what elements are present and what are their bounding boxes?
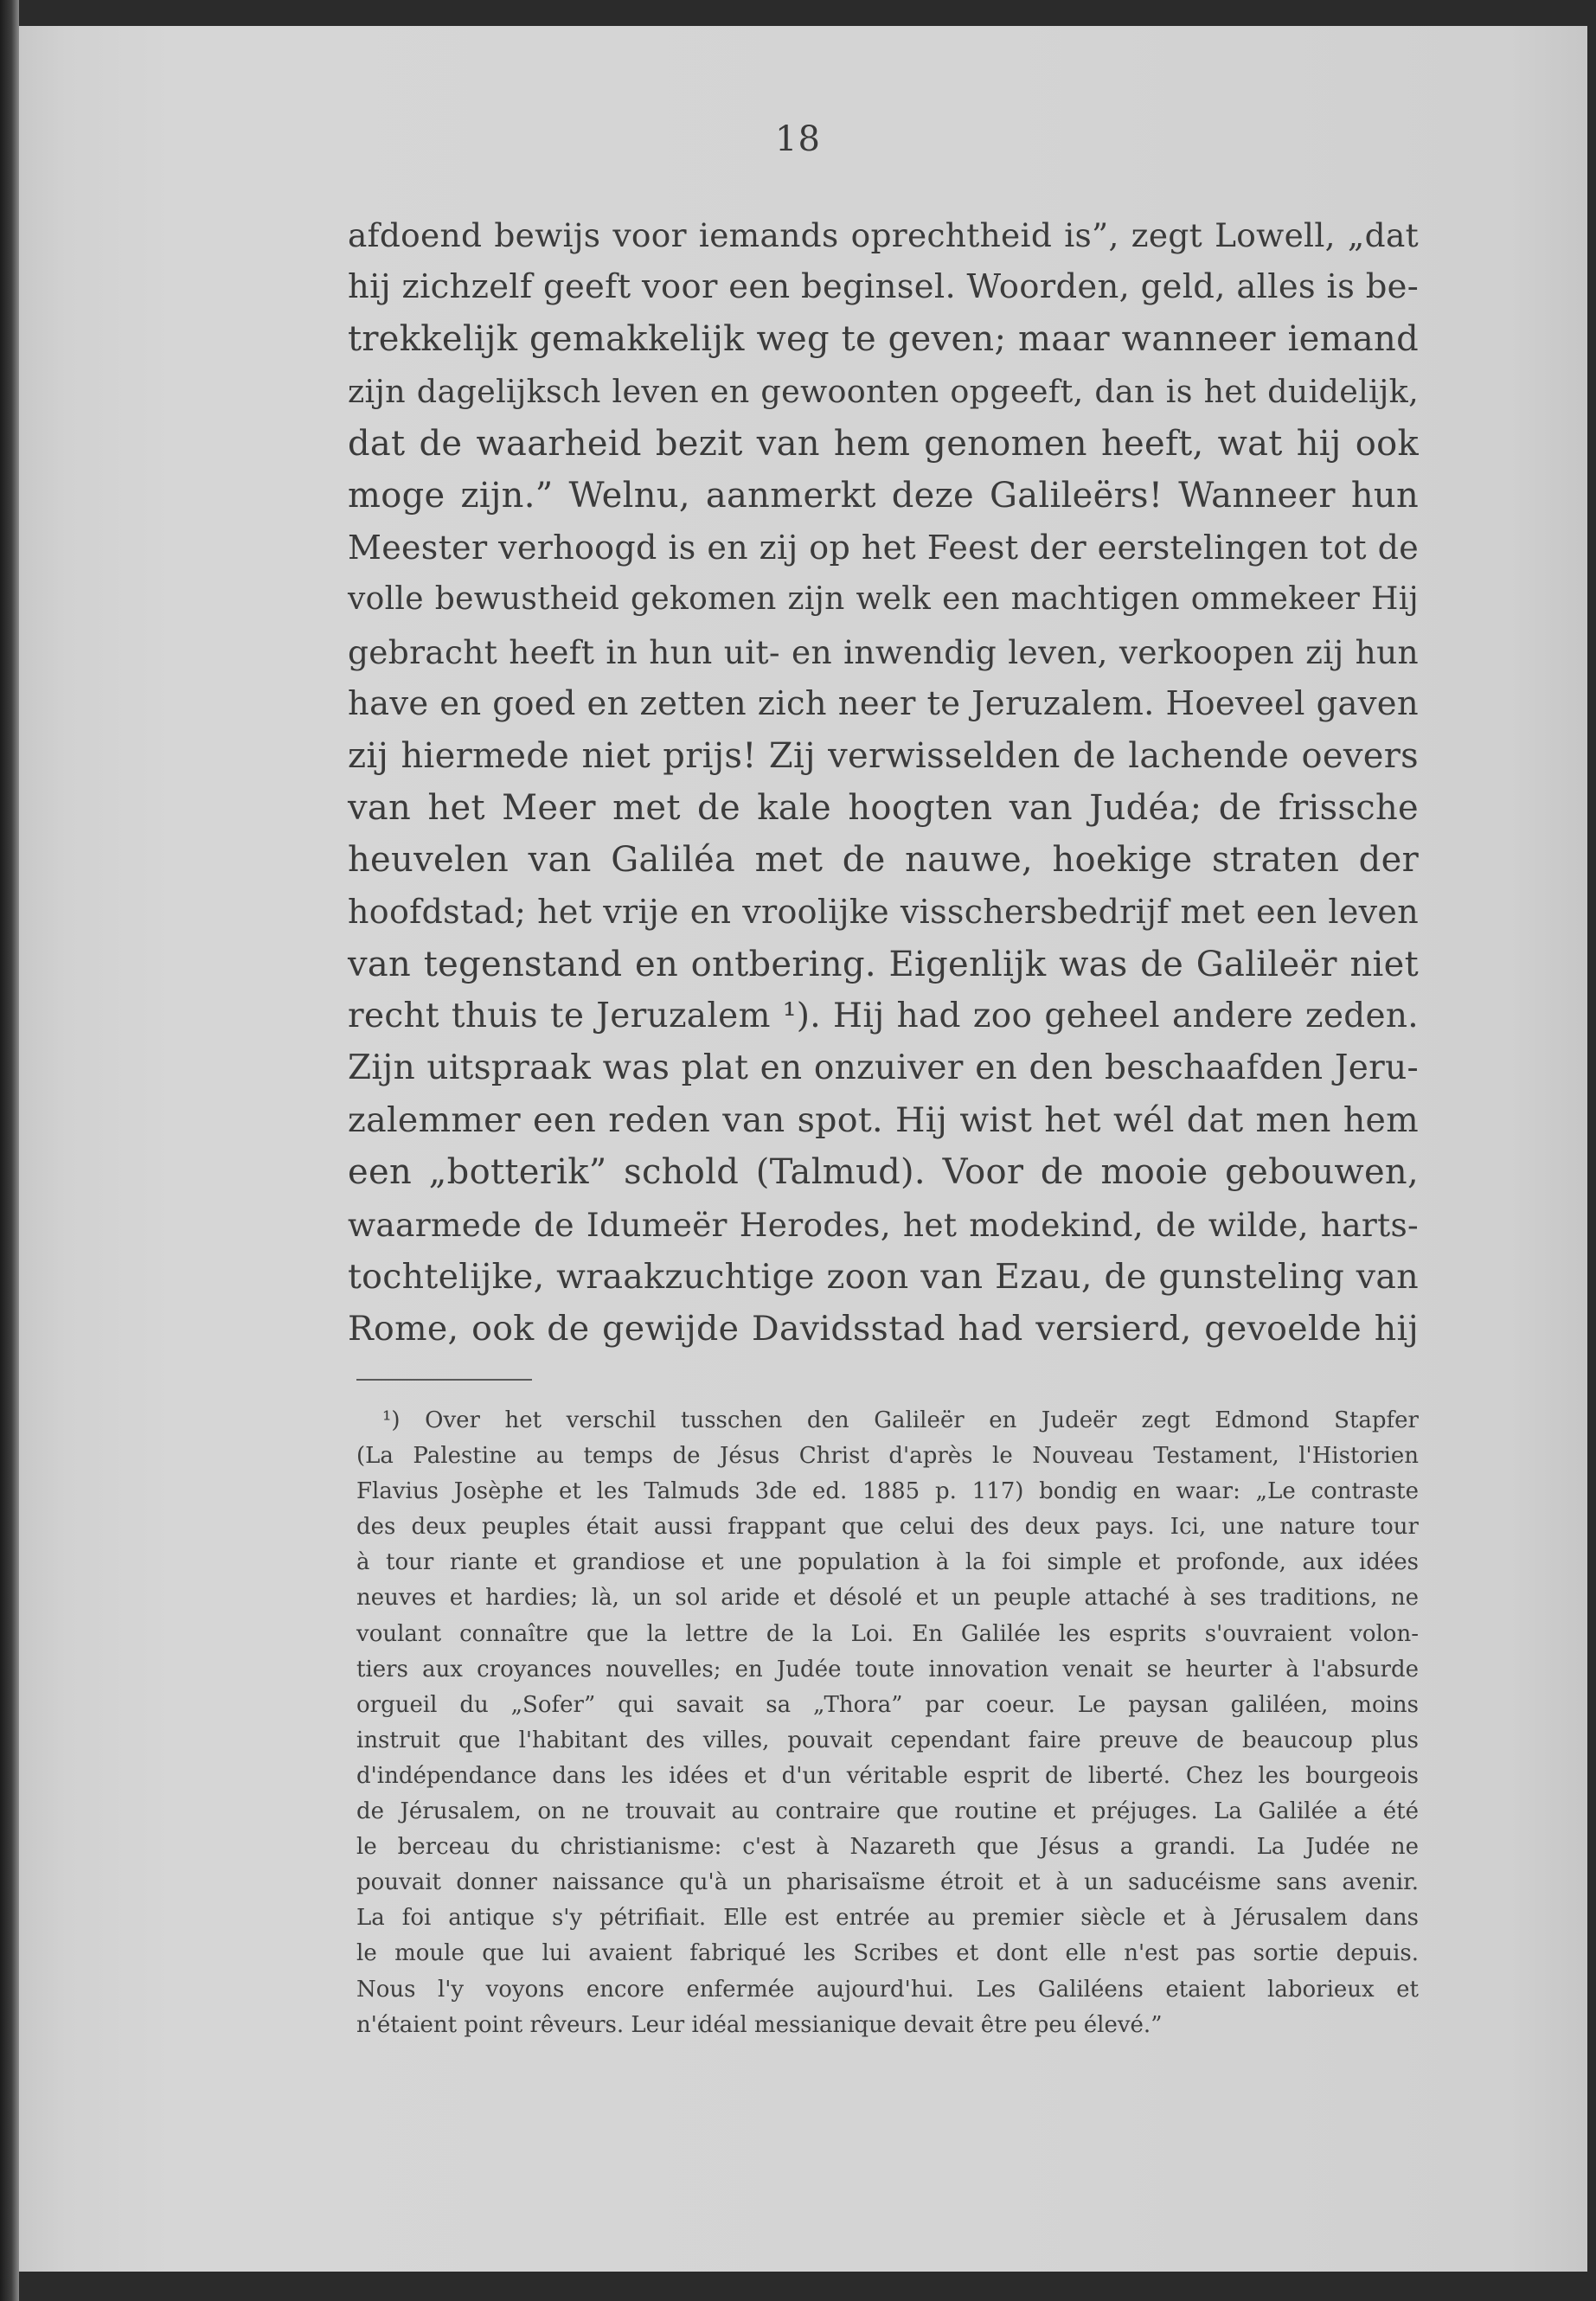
body-line: moge zijn.” Welnu, aanmerkt deze Galileërs! Wanneer hun xyxy=(348,475,1419,516)
body-line: van tegenstand en ontbering. Eigenlijk was de Galileër niet xyxy=(348,944,1419,984)
footnote-line: de Jérusalem, on ne trouvait au contraire que routine et préjuges. La Galilée a été xyxy=(356,1798,1419,1825)
footnote-line: d'indépendance dans les idées et d'un véritable esprit de liberté. Chez les bourgeois xyxy=(356,1762,1419,1789)
body-line: recht thuis te Jeruzalem ¹). Hij had zoo geheel andere zeden. xyxy=(348,996,1419,1035)
footnote-line: des deux peuples était aussi frappant que celui des deux pays. Ici, une nature tour xyxy=(356,1514,1419,1541)
footnote-line: le moule que lui avaient fabriqué les Scribes et dont elle n'est pas sortie depuis. xyxy=(356,1940,1419,1967)
footnote-line: à tour riante et grandiose et une population à la foi simple et profonde, aux idées xyxy=(356,1549,1419,1576)
footnote-line: Nous l'y voyons encore enfermée aujourd'hui. Les Galiléens etaient laborieux et xyxy=(356,1976,1419,2003)
body-line: Rome, ook de gewijde Davidsstad had versierd, gevoelde hij xyxy=(348,1308,1419,1349)
book-binding-edge xyxy=(0,0,19,2301)
footnote-divider xyxy=(356,1379,532,1381)
footnote xyxy=(356,1403,1419,2043)
body-line: Zijn uitspraak was plat en onzuiver en den beschaafden Jeru- xyxy=(348,1048,1419,1087)
body-line: have en goed en zetten zich neer te Jeruzalem. Hoeveel gaven xyxy=(348,683,1419,723)
body-line: hoofdstad; het vrije en vroolijke visschersbedrijf met een leven xyxy=(348,893,1419,932)
body-line: zij hiermede niet prijs! Zij verwisselden de lachende oevers xyxy=(348,735,1419,776)
footnote-line: (La Palestine au temps de Jésus Christ d'après le Nouveau Testament, l'Historien xyxy=(356,1443,1419,1470)
footnote-line: n'étaient point rêveurs. Leur idéal messianique devait être peu élevé.” xyxy=(356,2011,1163,2038)
body-line: Meester verhoogd is en zij op het Feest der eerstelingen tot de xyxy=(348,529,1419,567)
footnote-line: pouvait donner naissance qu'à un pharisaïsme étroit et à un saducéisme sans avenir. xyxy=(356,1869,1419,1896)
footnote-line: neuves et hardies; là, un sol aride et désolé et un peuple attaché à ses traditions, ne xyxy=(356,1585,1419,1612)
footnote-line: le berceau du christianisme: c'est à Nazareth que Jésus a grandi. La Judée ne xyxy=(356,1834,1419,1861)
body-line: afdoend bewijs voor iemands oprechtheid is”, zegt Lowell, „dat xyxy=(348,216,1419,254)
footnote-line: La foi antique s'y pétrifiait. Elle est entrée au premier siècle et à Jérusalem dans xyxy=(356,1905,1419,1932)
body-line: zijn dagelijksch leven en gewoonten opgeeft, dan is het duidelijk, xyxy=(348,372,1419,410)
body-line: volle bewustheid gekomen zijn welk een machtigen ommekeer Hij xyxy=(348,581,1419,618)
body-line: van het Meer met de kale hoogten van Judéa; de frissche xyxy=(348,788,1419,829)
body-line: waarmede de Idumeër Herodes, het modekind, de wilde, harts- xyxy=(348,1205,1419,1244)
footnote-line: instruit que l'habitant des villes, pouvait cependant faire preuve de beaucoup plus xyxy=(356,1727,1419,1753)
body-text xyxy=(348,209,1419,1355)
page-number: 18 xyxy=(775,119,821,159)
body-line: tochtelijke, wraakzuchtige zoon van Ezau, de gunsteling van xyxy=(348,1256,1419,1297)
footnote-line: Flavius Josèphe et les Talmuds 3de ed. 1885 p. 117) bondig en waar: „Le contraste xyxy=(356,1478,1419,1505)
footnote-line: orgueil du „Sofer” qui savait sa „Thora” par coeur. Le paysan galiléen, moins xyxy=(356,1691,1419,1718)
footnote-line: tiers aux croyances nouvelles; en Judée toute innovation venait se heurter à l'absurde xyxy=(356,1656,1419,1682)
body-line: gebracht heeft in hun uit- en inwendig leven, verkoopen zij hun xyxy=(348,632,1419,671)
body-line: hij zichzelf geeft voor een beginsel. Woorden, geld, alles is be- xyxy=(348,267,1420,307)
body-line: trekkelijk gemakkelijk weg te geven; maar wanneer iemand xyxy=(348,319,1419,360)
body-line: zalemmer een reden van spot. Hij wist het wél dat men hem xyxy=(348,1100,1419,1141)
body-line: een „botterik” schold (Talmud). Voor de mooie gebouwen, xyxy=(348,1152,1419,1193)
footnote-line: voulant connaître que la lettre de la Loi. En Galilée les esprits s'ouvraient volon- xyxy=(356,1620,1419,1647)
body-line: heuvelen van Galiléa met de nauwe, hoekige straten der xyxy=(348,840,1419,881)
body-line: dat de waarheid bezit van hem genomen heeft, wat hij ook xyxy=(348,423,1419,464)
footnote-line: ¹) Over het verschil tusschen den Galileër en Judeër zegt Edmond Stapfer xyxy=(382,1407,1419,1433)
